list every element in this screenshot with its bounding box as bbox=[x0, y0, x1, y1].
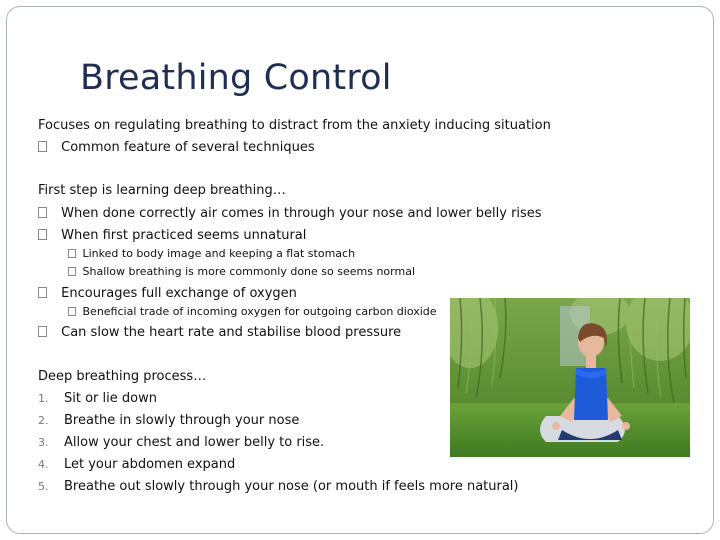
bullet-icon bbox=[38, 207, 47, 218]
bullet-text: When done correctly air comes in through your nose and lower belly rises bbox=[61, 206, 542, 221]
bullet-text: Encourages full exchange of oxygen bbox=[61, 286, 297, 301]
bullet-icon bbox=[68, 307, 76, 316]
bullet-item bbox=[38, 326, 401, 340]
sub-bullet-text: Shallow breathing is more commonly done so seems normal bbox=[82, 265, 415, 278]
sub-bullet-text: Beneficial trade of incoming oxygen for outgoing carbon dioxide bbox=[82, 305, 437, 318]
step-text: Let your abdomen expand bbox=[64, 457, 236, 472]
intro-text: Focuses on regulating breathing to distract from the anxiety inducing situation bbox=[38, 118, 551, 133]
bullet-text: When first practiced seems unnatural bbox=[61, 228, 307, 243]
bullet-icon bbox=[38, 287, 47, 298]
numbered-item bbox=[38, 414, 299, 428]
bullet-item bbox=[38, 207, 542, 221]
intro-text: Deep breathing process… bbox=[38, 369, 207, 384]
bullet-icon bbox=[68, 249, 76, 258]
step-text: Breathe out slowly through your nose (or mouth if feels more natural) bbox=[64, 479, 519, 494]
bullet-text: Common feature of several techniques bbox=[61, 140, 315, 155]
bullet-item bbox=[38, 287, 297, 301]
bullet-icon bbox=[38, 326, 47, 337]
slide-title: Breathing Control bbox=[80, 58, 392, 98]
step-text: Allow your chest and lower belly to rise. bbox=[64, 435, 325, 450]
step-number: 2. bbox=[38, 414, 49, 427]
bullet-item bbox=[38, 141, 315, 155]
sub-bullet-item bbox=[68, 306, 437, 318]
sub-bullet-item bbox=[68, 266, 415, 278]
numbered-item bbox=[38, 392, 157, 406]
step-text: Breathe in slowly through your nose bbox=[64, 413, 300, 428]
numbered-item bbox=[38, 436, 324, 450]
bullet-text: Can slow the heart rate and stabilise blood pressure bbox=[61, 325, 402, 340]
step-text: Sit or lie down bbox=[64, 391, 157, 406]
sub-bullet-text: Linked to body image and keeping a flat stomach bbox=[82, 247, 356, 260]
step-number: 4. bbox=[38, 458, 49, 471]
numbered-item bbox=[38, 480, 519, 494]
numbered-item bbox=[38, 458, 235, 472]
bullet-icon bbox=[38, 141, 47, 152]
step-number: 5. bbox=[38, 480, 49, 493]
bullet-item bbox=[38, 229, 306, 243]
meditation-photo bbox=[450, 298, 690, 457]
sub-bullet-item bbox=[68, 248, 355, 260]
bullet-icon bbox=[38, 229, 47, 240]
bullet-icon bbox=[68, 267, 76, 276]
step-number: 3. bbox=[38, 436, 49, 449]
step-number: 1. bbox=[38, 392, 49, 405]
intro-text: First step is learning deep breathing… bbox=[38, 183, 286, 198]
